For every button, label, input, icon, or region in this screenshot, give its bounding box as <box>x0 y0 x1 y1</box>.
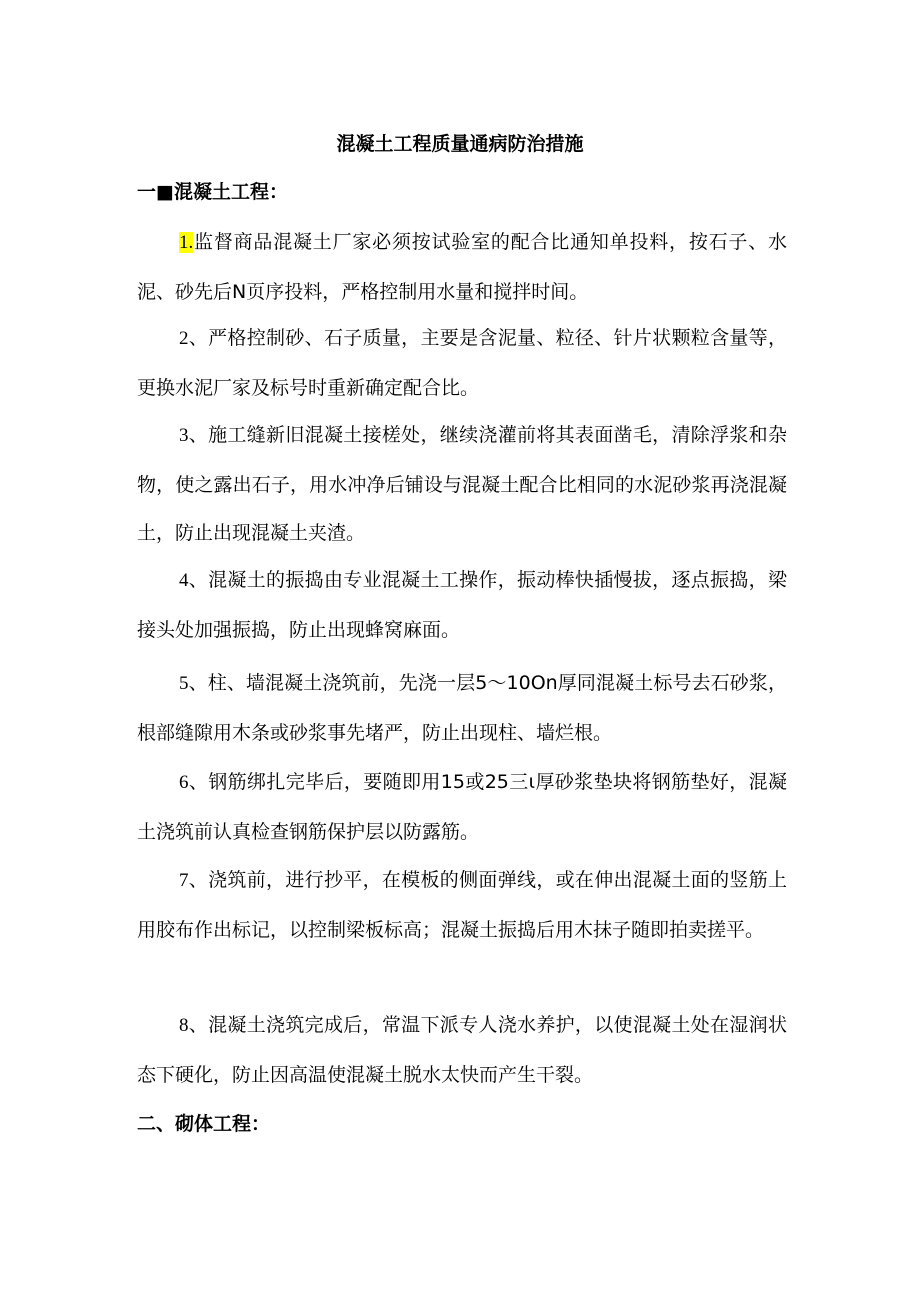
paragraph-text: 钢筋绑扎完毕后，要随即用15或25三ι厚砂浆垫块将钢筋垫好，混凝土浇筑前认真检查钢筋保护层以防露筋。 <box>137 771 787 843</box>
paragraph-3 <box>137 411 787 558</box>
paragraph-text: 混凝土浇筑完成后，常温下派专人浇水养护，以使混凝土处在湿润状态下硬化，防止因高温使混凝土脱水太快而产生干裂。 <box>137 1014 787 1086</box>
paragraph-1 <box>137 218 787 316</box>
section-heading-masonry: 二、砌体工程： <box>137 1113 271 1135</box>
paragraph-text: 严格控制砂、石子质量，主要是含泥量、粒径、针片状颗粒含量等，更换水泥厂家及标号时重新确定配合比。 <box>137 327 787 399</box>
paragraph-number: 2、 <box>179 328 209 349</box>
paragraph-5 <box>137 659 787 757</box>
paragraph-text: 混凝土的振捣由专业混凝土工操作，振动棒快插慢拔，逐点振捣，梁接头处加强振捣，防止出现蜂窝麻面。 <box>137 569 787 641</box>
paragraph-8 <box>137 1001 787 1099</box>
paragraph-number: 4、 <box>179 570 209 591</box>
paragraph-2 <box>137 314 787 412</box>
paragraph-4 <box>137 556 787 654</box>
paragraph-text: 柱、墙混凝土浇筑前，先浇一层5～10On厚同混凝土标号去石砂浆，根部缝隙用木条或砂浆事先堵严，防止出现柱、墙烂根。 <box>137 672 787 744</box>
paragraph-7 <box>137 856 787 954</box>
paragraph-number: 5、 <box>179 673 208 694</box>
paragraph-number-highlighted: 1. <box>179 232 194 253</box>
section-heading-concrete: 一■混凝土工程： <box>137 181 288 203</box>
paragraph-6 <box>137 758 787 856</box>
paragraph-text: 监督商品混凝土厂家必须按试验室的配合比通知单投料，按石子、水泥、砂先后N页序投料，严格控制用水量和搅拌时间。 <box>137 231 787 303</box>
document-title: 混凝土工程质量通病防治措施 <box>336 133 584 155</box>
paragraph-text: 浇筑前，进行抄平，在模板的侧面弹线，或在伸出混凝土面的竖筋上用胶布作出标记，以控制梁板标高；混凝土振捣后用木抹子随即拍卖搓平。 <box>137 869 787 941</box>
paragraph-number: 3、 <box>179 425 209 446</box>
paragraph-number: 7、 <box>179 870 209 891</box>
paragraph-text: 施工缝新旧混凝土接槎处，继续浇灌前将其表面凿毛，清除浮浆和杂物，使之露出石子，用水冲净后铺设与混凝土配合比相同的水泥砂浆再浇混凝土，防止出现混凝土夹渣。 <box>137 424 787 544</box>
paragraph-number: 6、 <box>179 772 209 793</box>
paragraph-number: 8、 <box>179 1015 209 1036</box>
